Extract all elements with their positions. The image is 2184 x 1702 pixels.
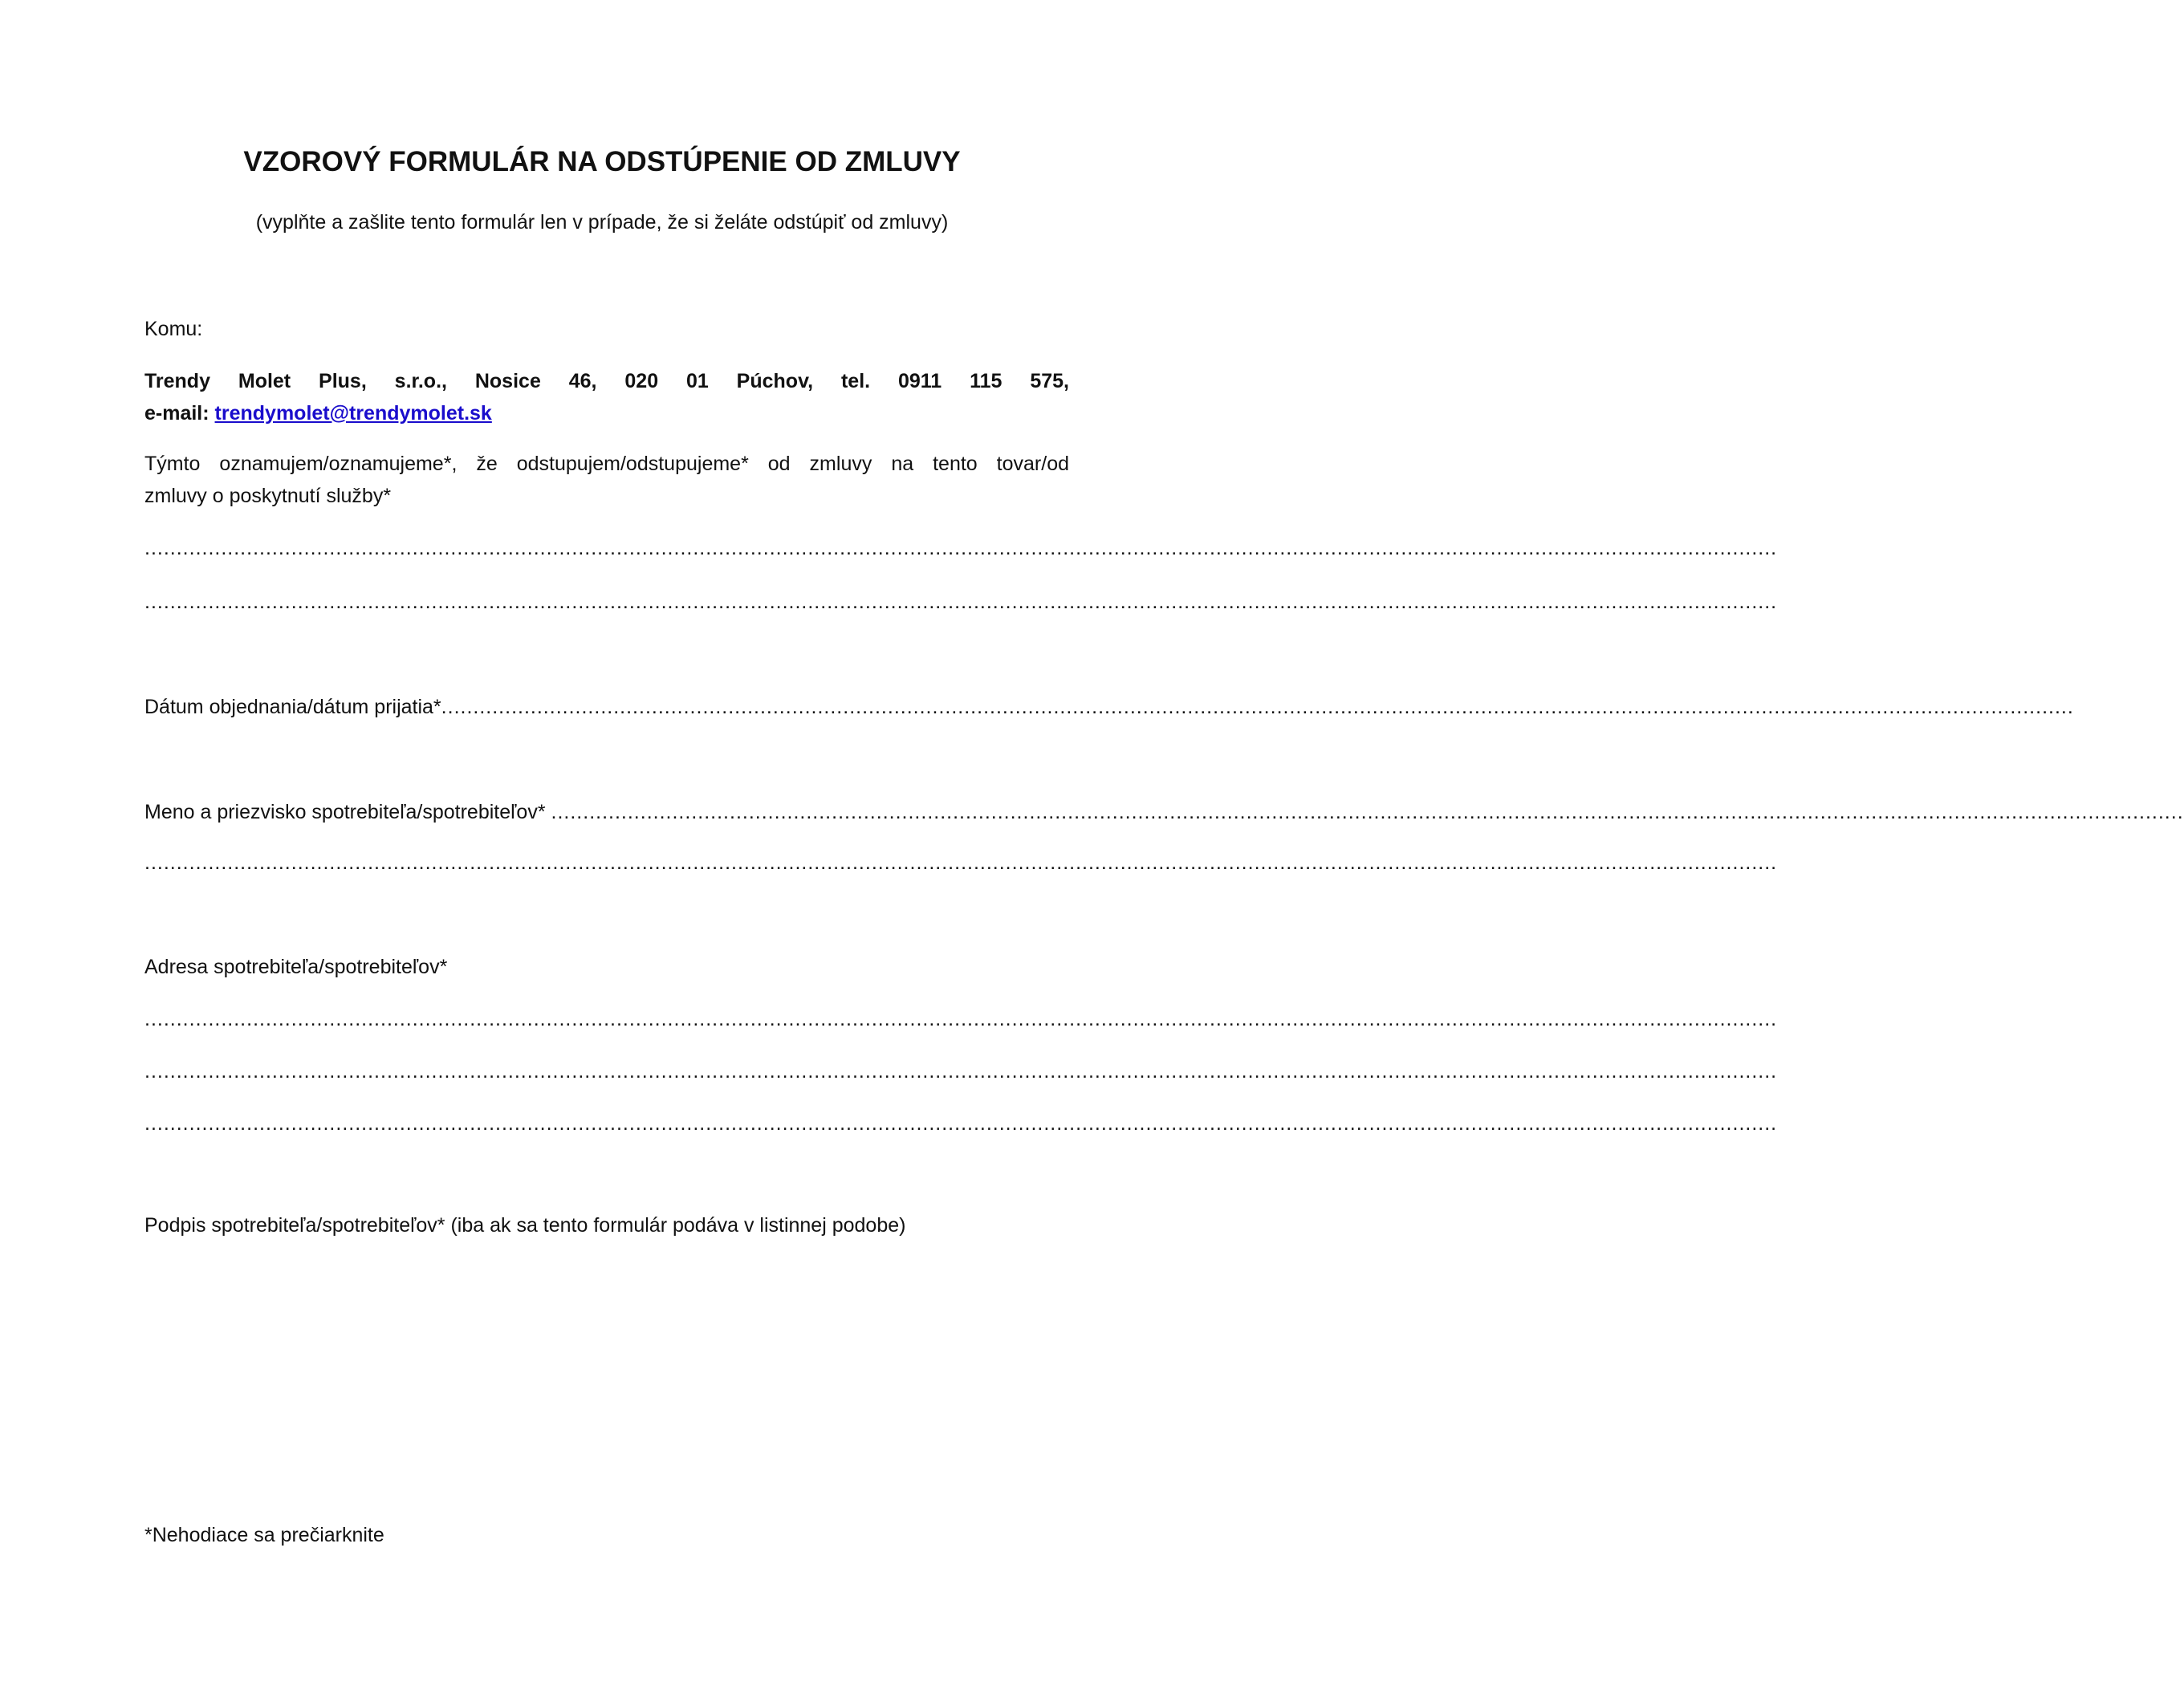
goods-dotted-line-1[interactable]: ................................................................................................................................................................................................................................................................ bbox=[144, 537, 1778, 559]
signature-label: Podpis spotrebiteľa/spotrebiteľov* (iba ak sa tento formulár podáva v listinnej podobe) bbox=[144, 1214, 906, 1237]
email-link[interactable]: trendymolet@trendymolet.sk bbox=[214, 402, 492, 424]
form-subtitle: (vyplňte a zašlite tento formulár len v prípade, že si želáte odstúpiť od zmluvy) bbox=[255, 211, 949, 234]
name-dotted-line-2[interactable]: ................................................................................................................................................................................................................................................................ bbox=[144, 851, 1778, 874]
name-dotted-line[interactable]: ................................................................................................................................................................................................................................................................ bbox=[551, 801, 2184, 823]
company-address: Trendy Molet Plus, s.r.o., Nosice 46, 020 01 Púchov, tel. 0911 115 575, bbox=[144, 370, 1069, 392]
order-date-dotted-line[interactable]: ................................................................................................................................................................................................................................................................ bbox=[441, 696, 2074, 718]
name-label: Meno a priezvisko spotrebiteľa/spotrebiteľov* bbox=[144, 801, 546, 823]
address-dotted-line-2[interactable]: ................................................................................................................................................................................................................................................................ bbox=[144, 1060, 1778, 1083]
name-row bbox=[144, 796, 2184, 828]
order-date-row bbox=[144, 691, 2074, 723]
declaration-line-1: Týmto oznamujem/oznamujeme*, že odstupujem/odstupujeme* od zmluvy na tento tovar/od bbox=[144, 453, 1069, 475]
goods-dotted-line-2[interactable]: ................................................................................................................................................................................................................................................................ bbox=[144, 591, 1778, 613]
company-email-line bbox=[144, 397, 1069, 429]
footnote: *Nehodiace sa prečiarknite bbox=[144, 1524, 384, 1546]
email-label: e-mail: bbox=[144, 402, 209, 424]
form-title: VZOROVÝ FORMULÁR NA ODSTÚPENIE OD ZMLUVY bbox=[243, 146, 961, 177]
address-label: Adresa spotrebiteľa/spotrebiteľov* bbox=[144, 956, 448, 978]
declaration-line-2: zmluvy o poskytnutí služby* bbox=[144, 485, 392, 507]
recipient-label: Komu: bbox=[144, 318, 203, 340]
address-dotted-line-3[interactable]: ................................................................................................................................................................................................................................................................ bbox=[144, 1112, 1778, 1135]
address-dotted-line-1[interactable]: ................................................................................................................................................................................................................................................................ bbox=[144, 1008, 1778, 1030]
order-date-label: Dátum objednania/dátum prijatia* bbox=[144, 696, 441, 718]
